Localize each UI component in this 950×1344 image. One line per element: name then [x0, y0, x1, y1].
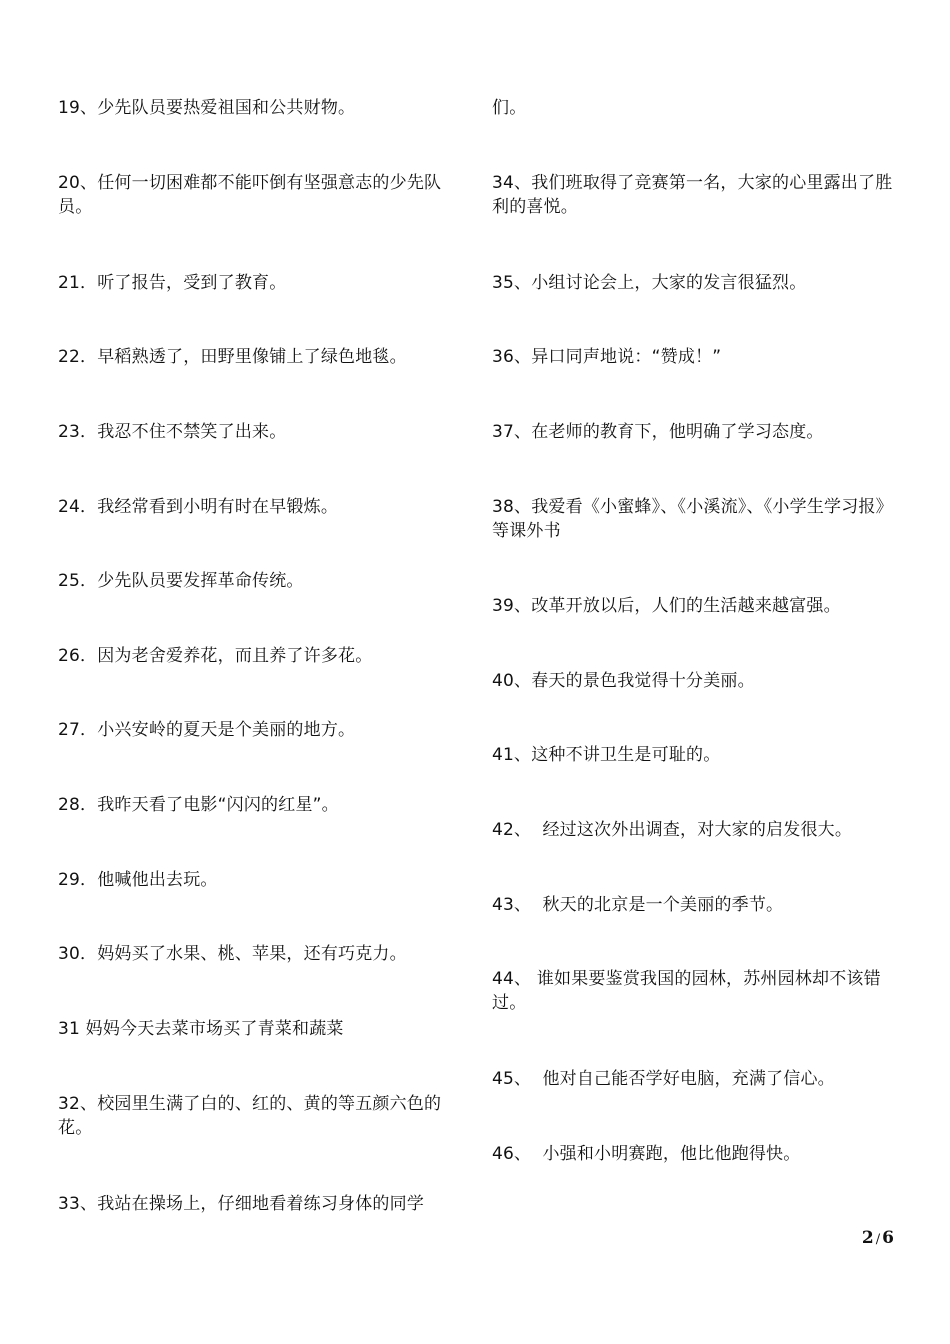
list-item: 们。 — [492, 98, 527, 118]
list-item: 22．早稻熟透了，田野里像铺上了绿色地毯。 — [58, 347, 407, 367]
list-item: 28．我昨天看了电影“闪闪的红星”。 — [58, 795, 339, 815]
list-item: 42、 经过这次外出调查，对大家的启发很大。 — [492, 820, 853, 840]
page-number-current: 2 — [861, 1228, 874, 1248]
list-item: 19、少先队员要热爱祖国和公共财物。 — [58, 98, 356, 118]
list-item: 21．听了报告，受到了教育。 — [58, 273, 287, 293]
list-item: 37、在老师的教育下，他明确了学习态度。 — [492, 422, 824, 442]
list-item: 29．他喊他出去玩。 — [58, 870, 218, 890]
list-item: 40、春天的景色我觉得十分美丽。 — [492, 671, 755, 691]
page-number — [862, 1228, 894, 1248]
list-item: 27．小兴安岭的夏天是个美丽的地方。 — [58, 720, 356, 740]
list-item: 25．少先队员要发挥革命传统。 — [58, 571, 304, 591]
list-item: 30．妈妈买了水果、桃、苹果，还有巧克力。 — [58, 944, 407, 964]
page-number-separator: / — [875, 1232, 881, 1247]
list-item: 43、 秋天的北京是一个美丽的季节。 — [492, 895, 784, 915]
list-item: 33、我站在操场上，仔细地看着练习身体的同学 — [58, 1194, 425, 1214]
list-item: 34、我们班取得了竞赛第一名，大家的心里露出了胜利的喜悦。 — [492, 173, 893, 217]
page-number-total: 6 — [882, 1228, 894, 1248]
list-item: 45、 他对自己能否学好电脑，充满了信心。 — [492, 1069, 835, 1089]
list-item: 24．我经常看到小明有时在早锻炼。 — [58, 497, 339, 517]
list-item: 31 妈妈今天去菜市场买了青菜和蔬菜 — [58, 1019, 344, 1039]
list-item: 36、异口同声地说：“赞成！” — [492, 347, 722, 367]
list-item: 38、我爱看《小蜜蜂》、《小溪流》、《小学生学习报》等课外书 — [492, 497, 893, 541]
list-item: 41、这种不讲卫生是可耻的。 — [492, 745, 721, 765]
list-item: 46、 小强和小明赛跑，他比他跑得快。 — [492, 1144, 801, 1164]
list-item: 23．我忍不住不禁笑了出来。 — [58, 422, 287, 442]
list-item: 39、改革开放以后，人们的生活越来越富强。 — [492, 596, 841, 616]
list-item: 44、 谁如果要鉴赏我国的园林，苏州园林却不该错过。 — [492, 969, 881, 1013]
list-item: 32、校园里生满了白的、红的、黄的等五颜六色的花。 — [58, 1094, 442, 1138]
list-item: 26．因为老舍爱养花，而且养了许多花。 — [58, 646, 373, 666]
list-item: 35、小组讨论会上，大家的发言很猛烈。 — [492, 273, 807, 293]
list-item: 20、任何一切困难都不能吓倒有坚强意志的少先队员。 — [58, 173, 442, 217]
